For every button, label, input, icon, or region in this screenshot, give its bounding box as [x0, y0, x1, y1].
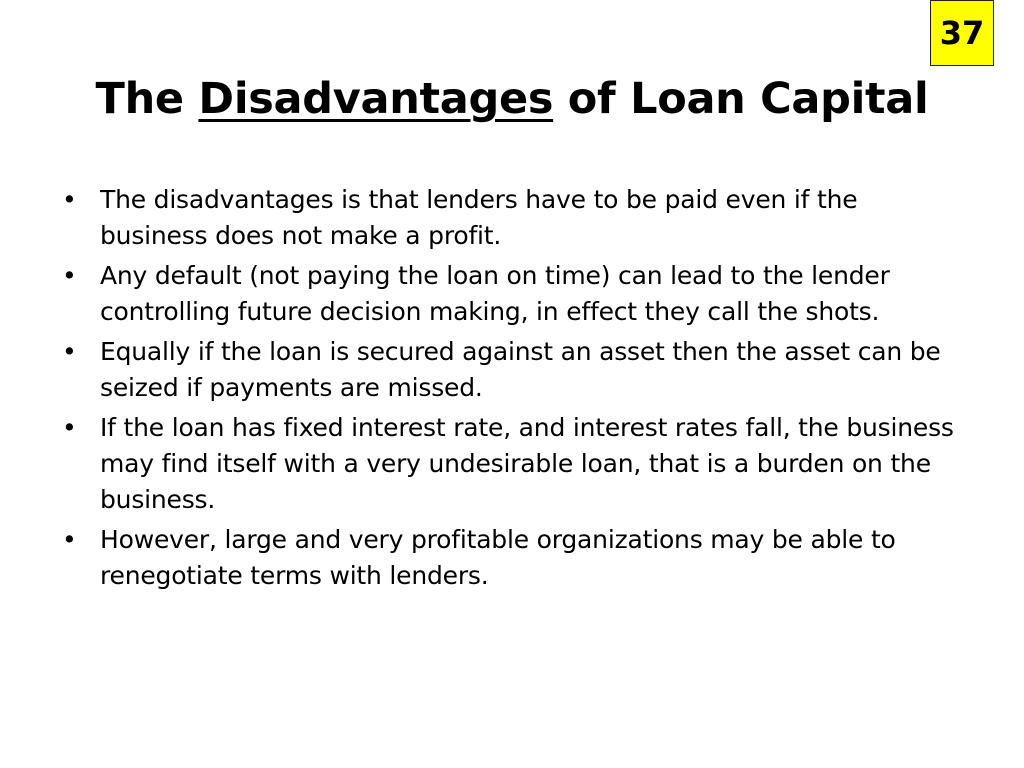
slide-title — [0, 68, 1024, 130]
bullet-text: Any default (not paying the loan on time) can lead to the lender controlling future decision making, in effect they call the shots. — [100, 261, 890, 326]
bullet-item — [60, 334, 970, 406]
bullet-text: However, large and very profitable organizations may be able to renegotiate terms with lenders. — [100, 525, 896, 590]
bullet-text: The disadvantages is that lenders have to be paid even if the business does not make a profit. — [100, 185, 858, 250]
title-prefix: The — [95, 74, 199, 124]
bullet-item — [60, 522, 970, 594]
bullet-list — [60, 182, 970, 598]
bullet-text: Equally if the loan is secured against an asset then the asset can be seized if payments are missed. — [100, 337, 941, 402]
bullet-item — [60, 182, 970, 254]
bullet-icon: • — [62, 413, 77, 442]
bullet-item — [60, 258, 970, 330]
bullet-icon: • — [62, 525, 77, 554]
page-number-badge — [930, 0, 994, 66]
bullet-icon: • — [62, 261, 77, 290]
bullet-icon: • — [62, 337, 77, 366]
bullet-item — [60, 410, 970, 518]
bullet-text: If the loan has fixed interest rate, and interest rates fall, the business may find itself with a very undesirable loan, that is a burden on the business. — [100, 413, 954, 514]
title-suffix: of Loan Capital — [553, 74, 929, 124]
title-emphasis: Disadvantages — [198, 74, 554, 124]
page-number: 37 — [939, 14, 985, 52]
bullet-icon: • — [62, 185, 77, 214]
